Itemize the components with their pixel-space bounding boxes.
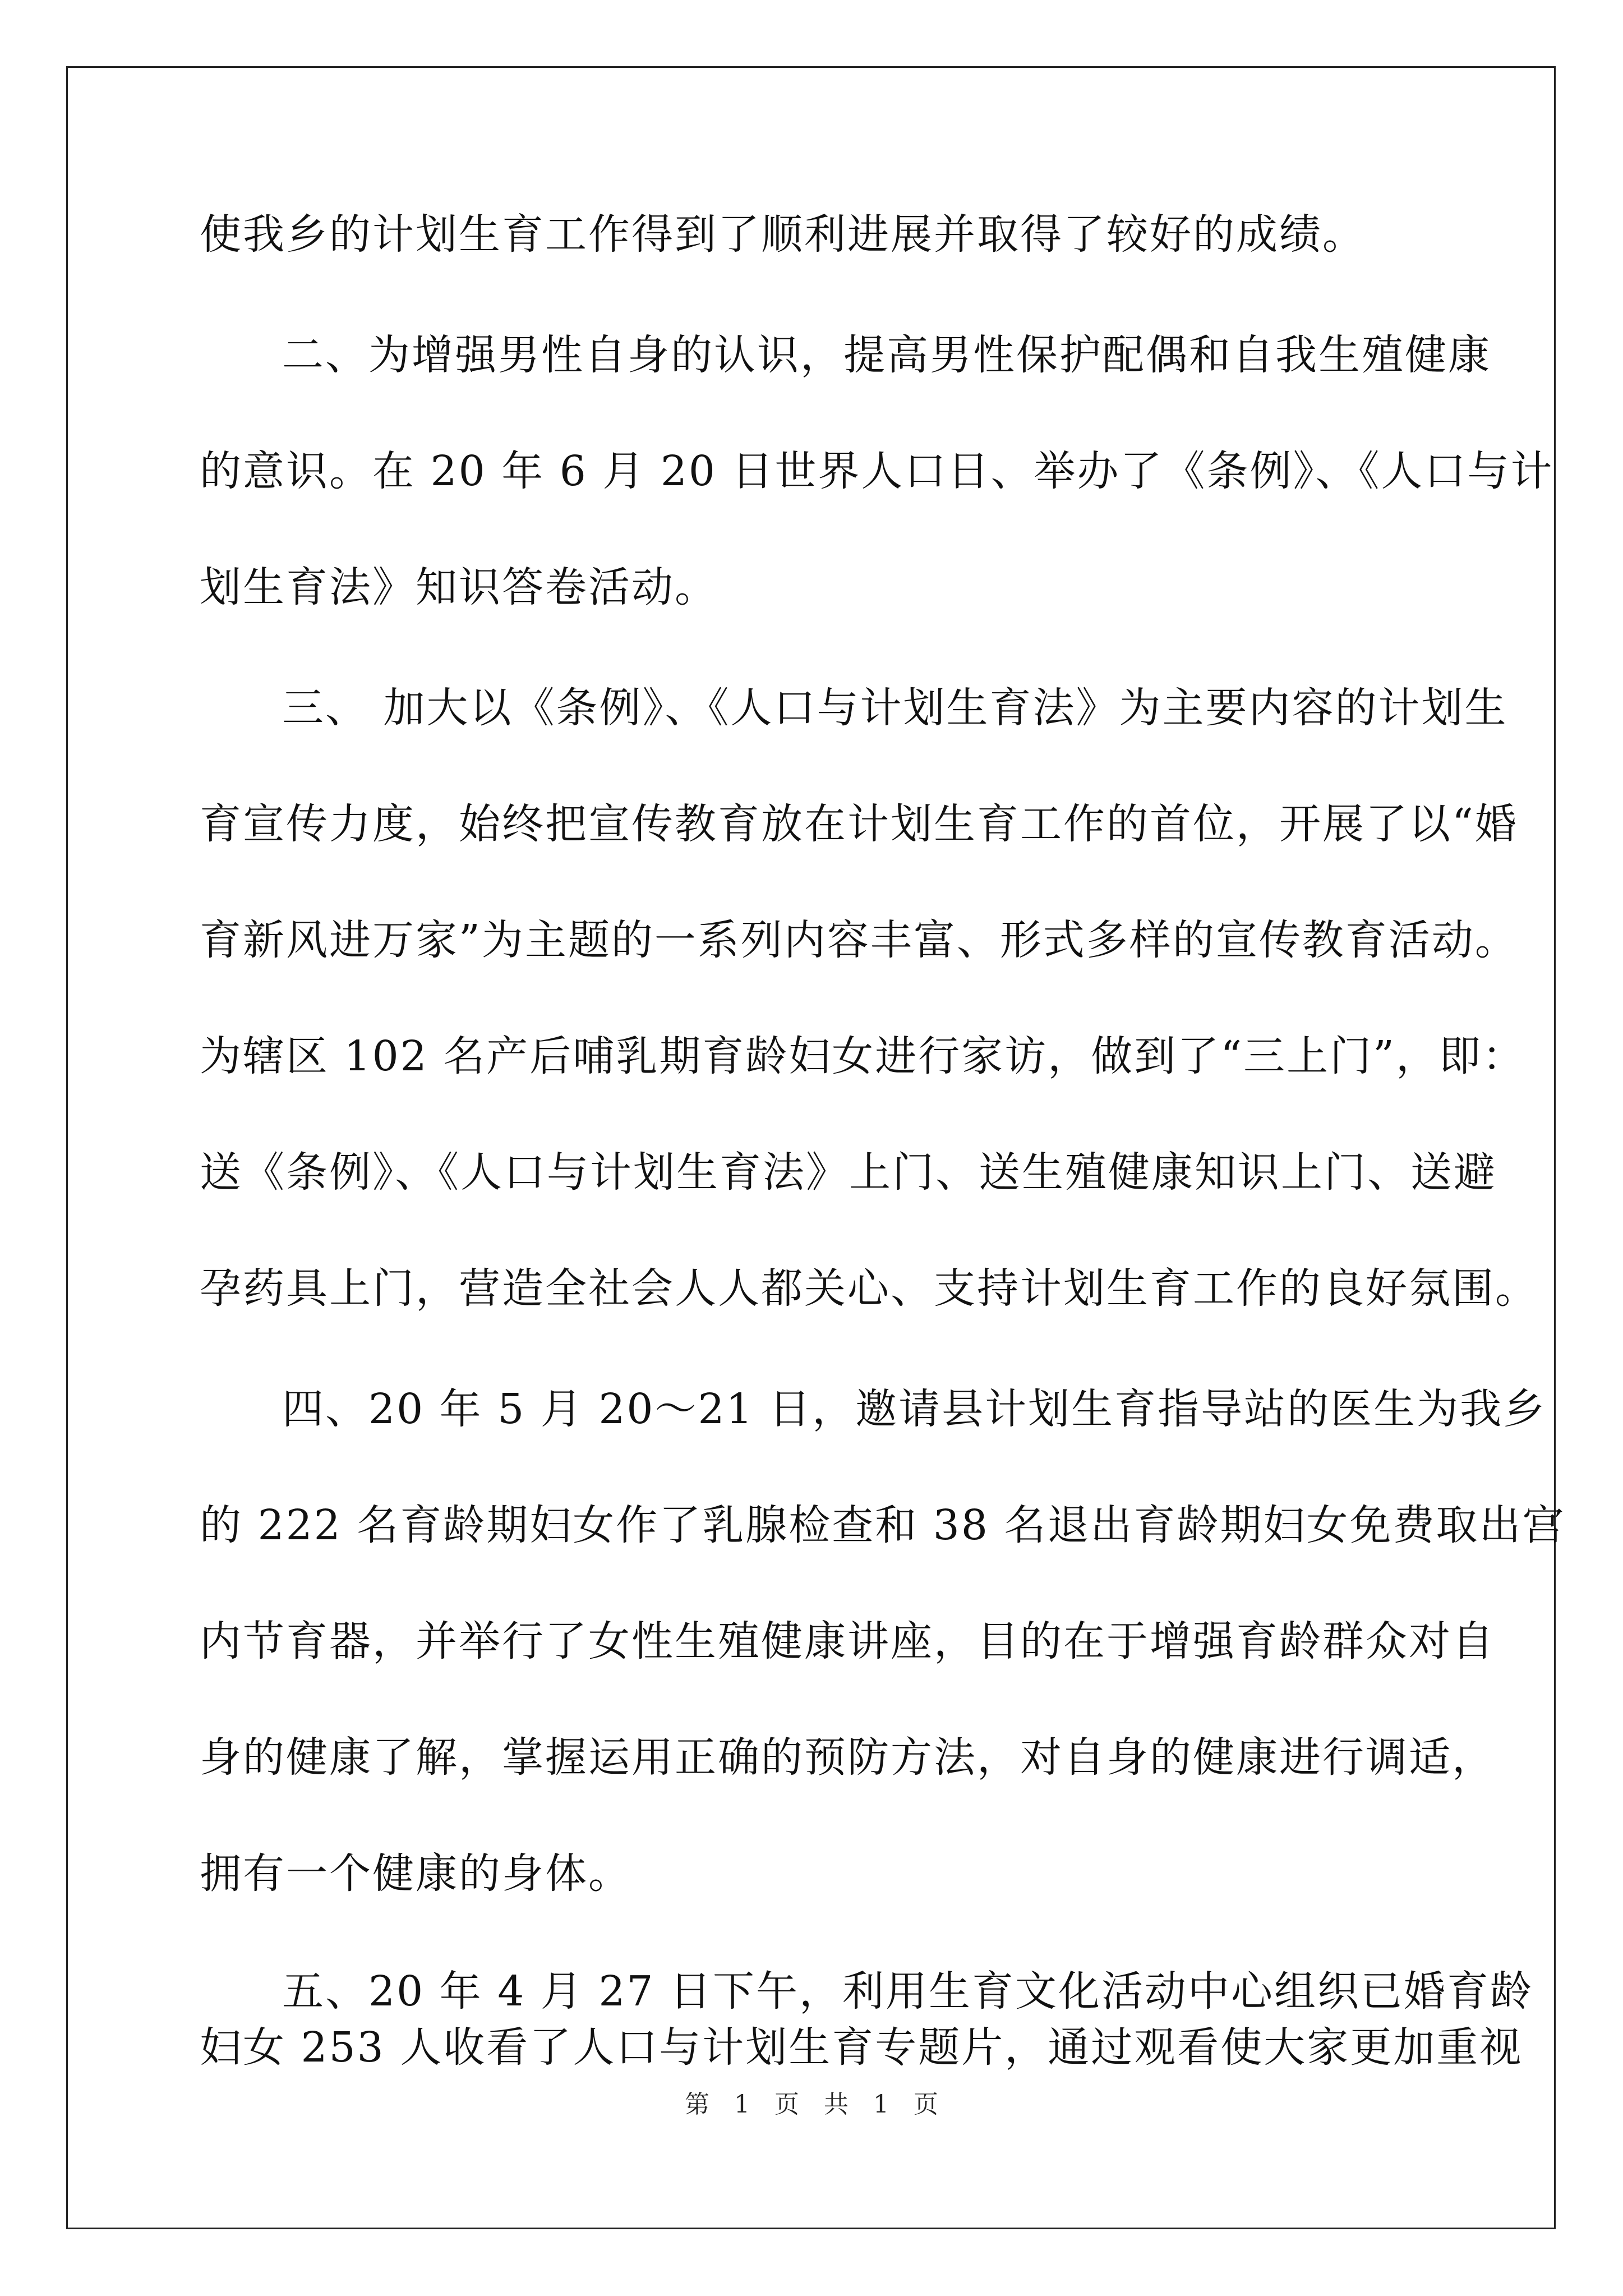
body-text-line: 孕药具上门，营造全社会人人都关心、支持计划生育工作的良好氛围。 [200,1264,1538,1313]
body-text-line: 的意识。在 20 年 6 月 20 日世界人口日、举办了《条例》、《人口与计 [200,447,1554,495]
page-number-footer: 第 1 页 共 1 页 [685,2090,938,2119]
body-text-line: 育宣传力度，始终把宣传教育放在计划生育工作的首位，开展了以“婚 [200,800,1518,848]
body-text-line: 使我乡的计划生育工作得到了顺利进展并取得了较好的成绩。 [200,210,1366,259]
body-text-line: 五、20 年 4 月 27 日下午，利用生育文化活动中心组织已婚育龄 [282,1967,1534,2016]
body-text-line: 三、 加大以《条例》、《人口与计划生育法》为主要内容的计划生 [282,684,1508,732]
body-text-line: 送《条例》、《人口与计划生育法》上门、送生殖健康知识上门、送避 [200,1148,1497,1197]
body-text-line: 妇女 253 人收看了人口与计划生育专题片，通过观看使大家更加重视 [200,2023,1523,2072]
body-text-line: 身的健康了解，掌握运用正确的预防方法，对自身的健康进行调适， [200,1733,1495,1782]
body-text-line: 划生育法》知识答卷活动。 [200,563,718,611]
body-text-line: 四、20 年 5 月 20～21 日，邀请县计划生育指导站的医生为我乡 [282,1385,1547,1433]
body-text-line: 拥有一个健康的身体。 [200,1849,631,1898]
body-text-line: 育新风进万家”为主题的一系列内容丰富、形式多样的宣传教育活动。 [200,916,1518,964]
body-text-line: 二、为增强男性自身的认识，提高男性保护配偶和自我生殖健康 [282,331,1491,379]
body-text-line: 为辖区 102 名产后哺乳期育龄妇女进行家访，做到了“三上门”，即： [200,1032,1525,1080]
body-text-line: 内节育器，并举行了女性生殖健康讲座，目的在于增强育龄群众对自 [200,1617,1495,1665]
body-text-line: 的 222 名育龄期妇女作了乳腺检查和 38 名退出育龄期妇女免费取出宫 [200,1501,1566,1549]
